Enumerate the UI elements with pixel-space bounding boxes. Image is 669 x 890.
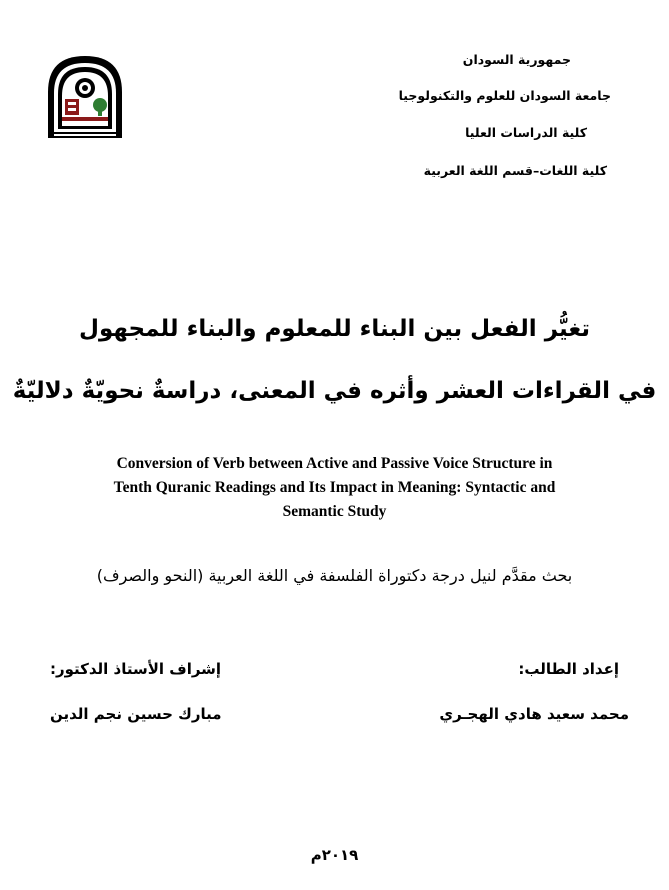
arabic-title-line-2: في القراءات العشر وأثره في المعنى، دراسةٌ نحويّةٌ دلاليّةٌ xyxy=(12,378,657,404)
header-university: جامعة السودان للعلوم والتكنولوجيا xyxy=(398,88,611,103)
year: ٢٠١٩م xyxy=(310,846,359,864)
degree-statement: بحث مقدَّم لنيل درجة دكتوراة الفلسفة في اللغة العربية (النحو والصرف) xyxy=(96,566,573,585)
header-graduate-college: كلية الدراسات العليا xyxy=(465,125,587,140)
student-name: محمد سعيد هادي الهجـري xyxy=(439,705,629,723)
supervisor-label: إشراف الأستاذ الدكتور: xyxy=(50,660,222,678)
supervisor-name: مبارك حسين نجم الدين xyxy=(50,705,222,723)
header-department: كلية اللغات–قسم اللغة العربية xyxy=(423,163,607,178)
english-title-line-1: Conversion of Verb between Active and Passive Voice Structure in xyxy=(116,455,553,472)
header-country: جمهورية السودان xyxy=(462,52,571,67)
english-title xyxy=(70,452,599,524)
english-title-line-3: Semantic Study xyxy=(282,503,387,520)
arabic-title-line-1: تغيُّر الفعل بين البناء للمعلوم والبناء للمجهول xyxy=(78,316,591,342)
prepared-by-label: إعداد الطالب: xyxy=(518,660,619,678)
english-title-line-2: Tenth Quranic Readings and Its Impact in Meaning: Syntactic and xyxy=(113,479,556,496)
university-crest-icon xyxy=(44,52,126,142)
